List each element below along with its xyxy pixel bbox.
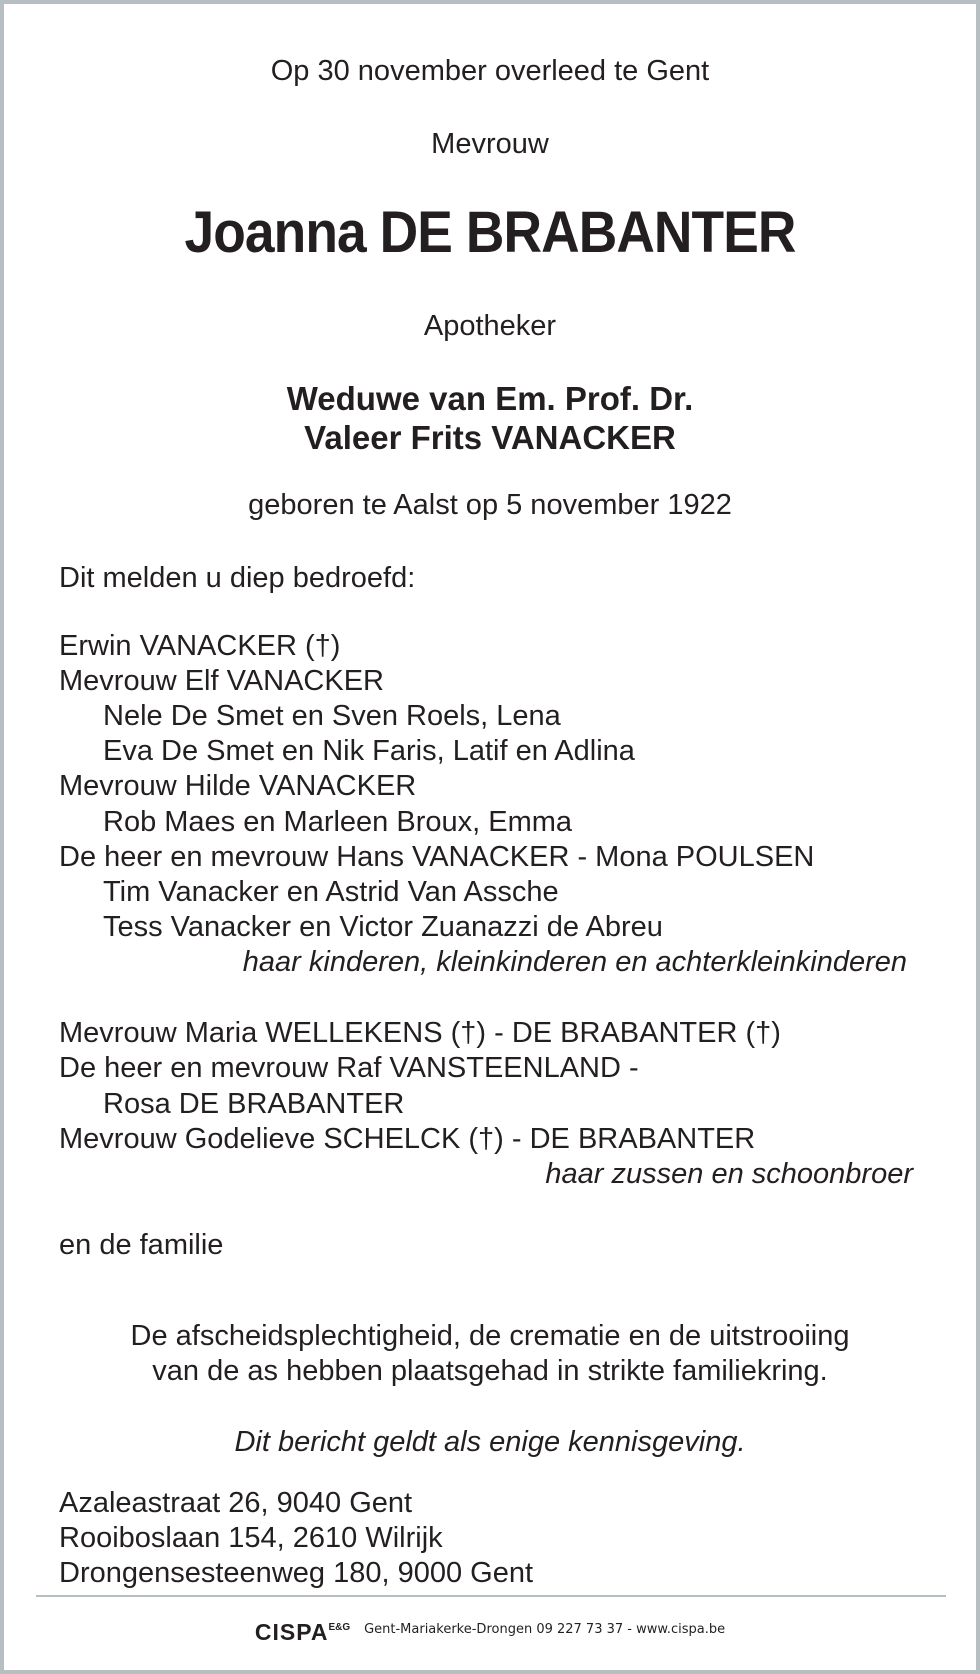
cispa-logo	[255, 1614, 350, 1646]
family-line: Nele De Smet en Sven Roels, Lena	[103, 700, 561, 732]
footer-divider	[36, 1595, 946, 1597]
address-line: Drongensesteenweg 180, 9000 Gent	[59, 1557, 534, 1589]
intro-line: Op 30 november overleed te Gent	[270, 55, 710, 87]
family-line: Tim Vanacker en Astrid Van Assche	[103, 876, 559, 908]
address-line: Azaleastraat 26, 9040 Gent	[59, 1487, 413, 1519]
profession: Apotheker	[423, 310, 557, 342]
family-line: Mevrouw Godelieve SCHELCK (†) - DE BRABANTER	[59, 1123, 756, 1155]
notice-line: Dit bericht geldt als enige kennisgeving.	[234, 1426, 746, 1458]
family-closing: en de familie	[59, 1229, 224, 1261]
family-line: Rob Maes en Marleen Broux, Emma	[103, 806, 573, 838]
birth-line: geboren te Aalst op 5 november 1922	[248, 489, 732, 521]
deceased-name: Joanna DE BRABANTER	[184, 200, 796, 265]
salutation: Mevrouw	[431, 128, 549, 160]
logo-superscript: E&G	[328, 1622, 351, 1633]
family-line: Tess Vanacker en Victor Zuanazzi de Abreu	[103, 911, 663, 943]
family-line: De heer en mevrouw Hans VANACKER - Mona POULSEN	[59, 841, 815, 873]
ceremony-line-2: van de as hebben plaatsgehad in strikte familiekring.	[152, 1355, 828, 1387]
logo-text: CISPA	[254, 1619, 329, 1645]
footer	[0, 1614, 980, 1646]
ceremony-line-1: De afscheidsplechtigheid, de crematie en de uitstrooiing	[130, 1320, 850, 1352]
family-line: Rosa DE BRABANTER	[103, 1088, 405, 1120]
widow-of-line-1: Weduwe van Em. Prof. Dr.	[286, 380, 694, 417]
family-line: De heer en mevrouw Raf VANSTEENLAND -	[59, 1052, 639, 1084]
widow-of-line-2: Valeer Frits VANACKER	[304, 419, 676, 456]
family-line: Mevrouw Hilde VANACKER	[59, 770, 417, 802]
children-caption: haar kinderen, kleinkinderen en achterkleinkinderen	[242, 946, 907, 978]
family-line: Mevrouw Maria WELLEKENS (†) - DE BRABANTER (†)	[59, 1017, 781, 1049]
announcement: Dit melden u diep bedroefd:	[59, 562, 416, 594]
family-line: Erwin VANACKER (†)	[59, 630, 341, 662]
siblings-caption: haar zussen en schoonbroer	[545, 1158, 913, 1190]
address-line: Rooiboslaan 154, 2610 Wilrijk	[59, 1522, 443, 1554]
family-line: Mevrouw Elf VANACKER	[59, 665, 384, 697]
family-line: Eva De Smet en Nik Faris, Latif en Adlina	[103, 735, 635, 767]
footer-contact: Gent-Mariakerke-Drongen 09 227 73 37 - www.cispa.be	[364, 1622, 726, 1637]
